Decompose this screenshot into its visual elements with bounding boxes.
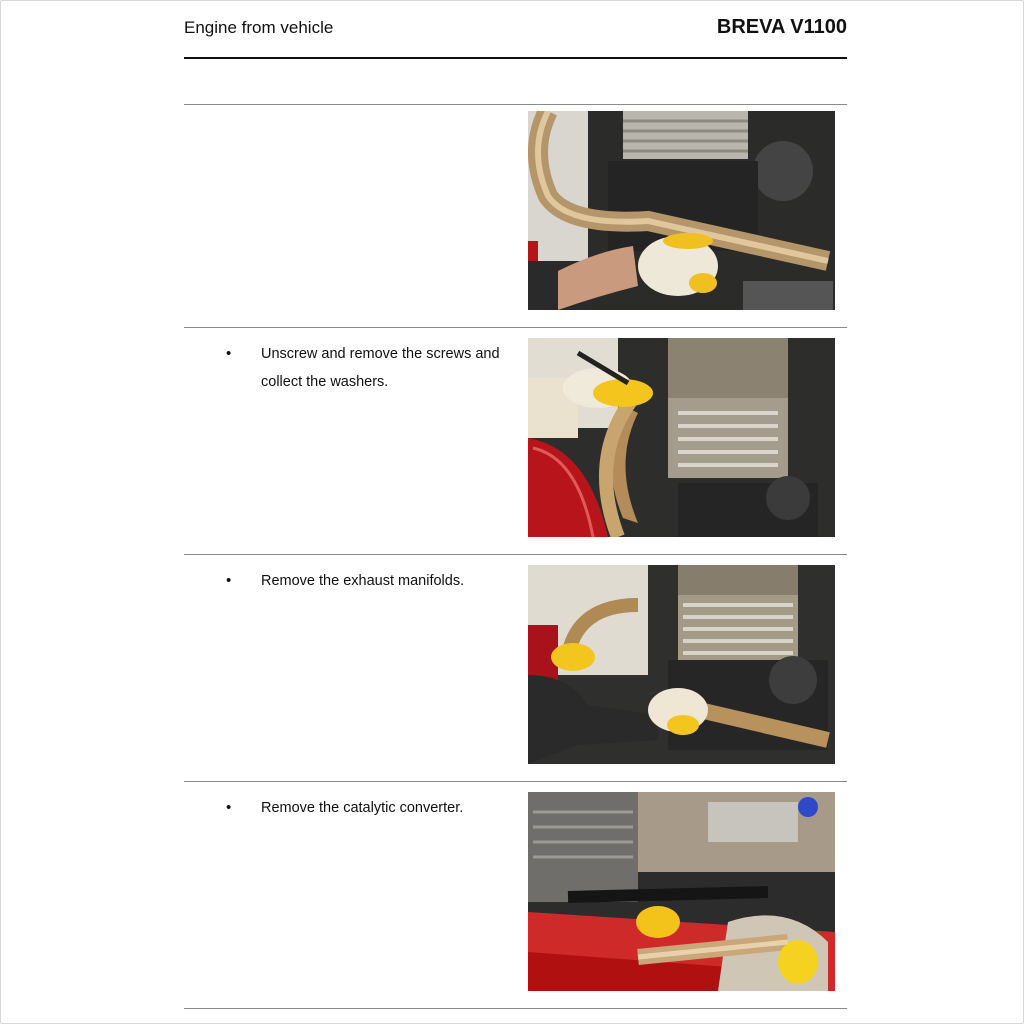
row-divider: [184, 327, 847, 328]
model-title: BREVA V1100: [716, 16, 847, 38]
section-title: Engine from vehicle: [184, 18, 334, 37]
catalytic-converter-removal-photo: [528, 792, 835, 991]
row-divider: [184, 1008, 847, 1009]
step-instruction: Remove the exhaust manifolds.: [261, 573, 465, 589]
row-divider: [184, 781, 847, 782]
engine-exhaust-nut-photo: [528, 111, 835, 310]
screws-removal-photo: [528, 338, 835, 537]
step-instruction: Remove the catalytic converter.: [261, 800, 464, 816]
header-divider: [184, 57, 847, 59]
bullet-point: •: [226, 345, 232, 362]
bullet-point: •: [226, 572, 232, 589]
row-divider: [184, 554, 847, 555]
step-instruction: Unscrew and remove the screws and collect the washers.: [261, 346, 500, 390]
bullet-point: •: [226, 799, 232, 816]
row-divider: [184, 104, 847, 105]
exhaust-manifold-removal-photo: [528, 565, 835, 764]
